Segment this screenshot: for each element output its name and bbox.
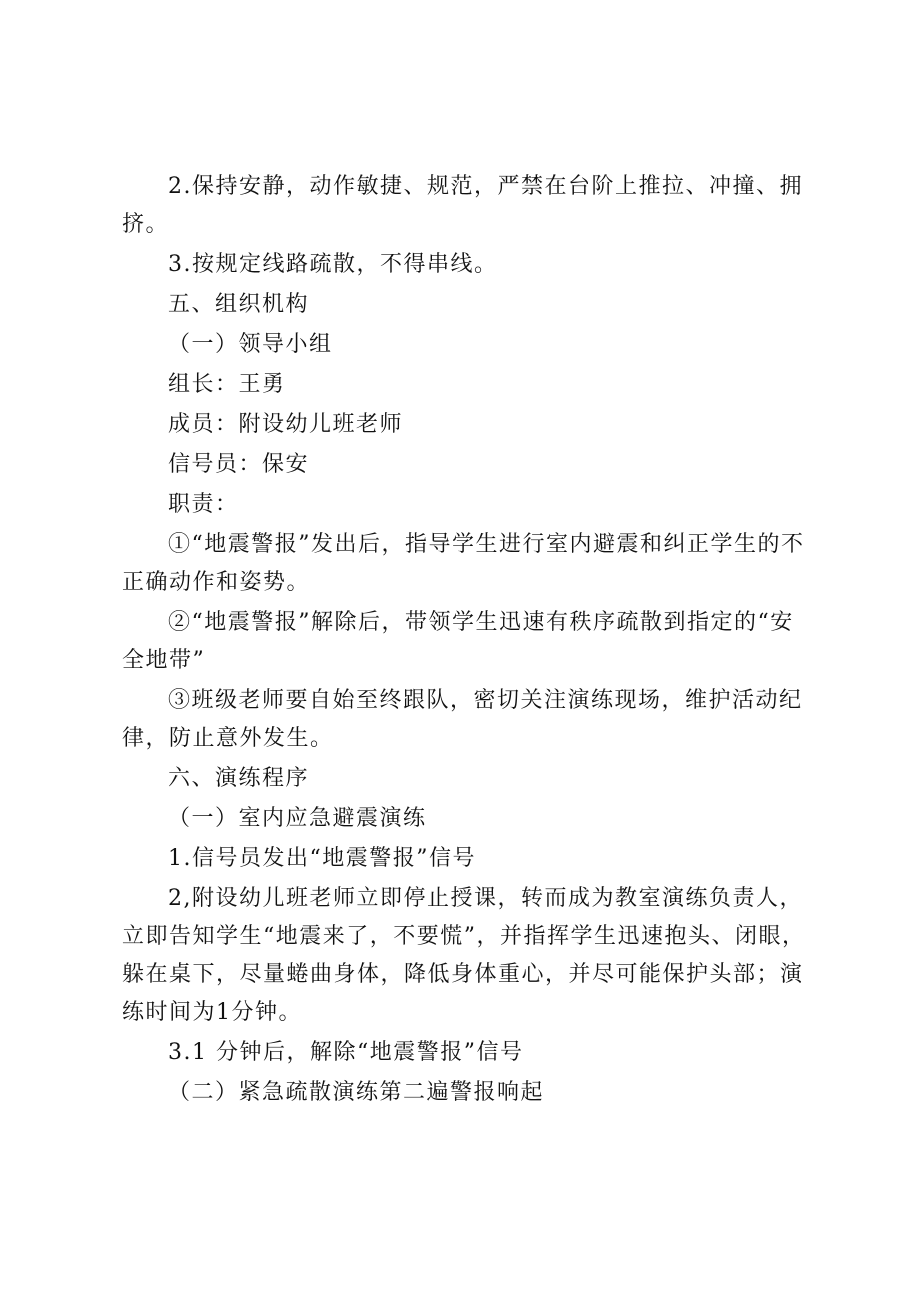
subsection-heading-indoor-drill: （一）室内应急避震演练	[168, 806, 427, 831]
subsection-heading-leadership: （一）领导小组	[168, 332, 333, 357]
paragraph-duty-2: ②“地震警报”解除后，带领学生迅速有秩序疏散到指定的“安全地带”	[122, 610, 794, 673]
paragraph-duties-label: 职责：	[168, 492, 239, 517]
document-body	[122, 168, 812, 1112]
paragraph-leader: 组长：王勇	[168, 372, 286, 397]
section-heading-procedure: 六、演练程序	[168, 766, 310, 791]
paragraph-duty-1: ①“地震警报”发出后，指导学生进行室内避震和纠正学生的不正确动作和姿势。	[122, 532, 805, 595]
paragraph-step-3: 3.1 分钟后，解除“地震警报”信号	[168, 1040, 524, 1065]
paragraph-signaler: 信号员：保安	[168, 452, 310, 477]
subsection-heading-evacuation: （二）紧急疏散演练第二遍警报响起	[168, 1080, 545, 1105]
paragraph-members: 成员：附设幼儿班老师	[168, 412, 404, 437]
paragraph-step-1: 1.信号员发出“地震警报”信号	[168, 846, 476, 871]
paragraph-rule-2: 2.保持安静，动作敏捷、规范，严禁在台阶上推拉、冲撞、拥挤。	[122, 174, 803, 237]
paragraph-step-2: 2,附设幼儿班老师立即停止授课，转而成为教室演练负责人，立即告知学生“地震来了，不要慌”，并指挥学生迅速抱头、闭眼，躲在桌下，尽量蜷曲身体，降低身体重心，并尽可能保护头部；演练时间为1分钟。	[122, 886, 806, 1025]
section-heading-organization: 五、组织机构	[168, 292, 310, 317]
paragraph-rule-3: 3.按规定线路疏散，不得串线。	[168, 252, 498, 277]
paragraph-duty-3: ③班级老师要自始至终跟队，密切关注演练现场，维护活动纪律，防止意外发生。	[122, 688, 803, 751]
